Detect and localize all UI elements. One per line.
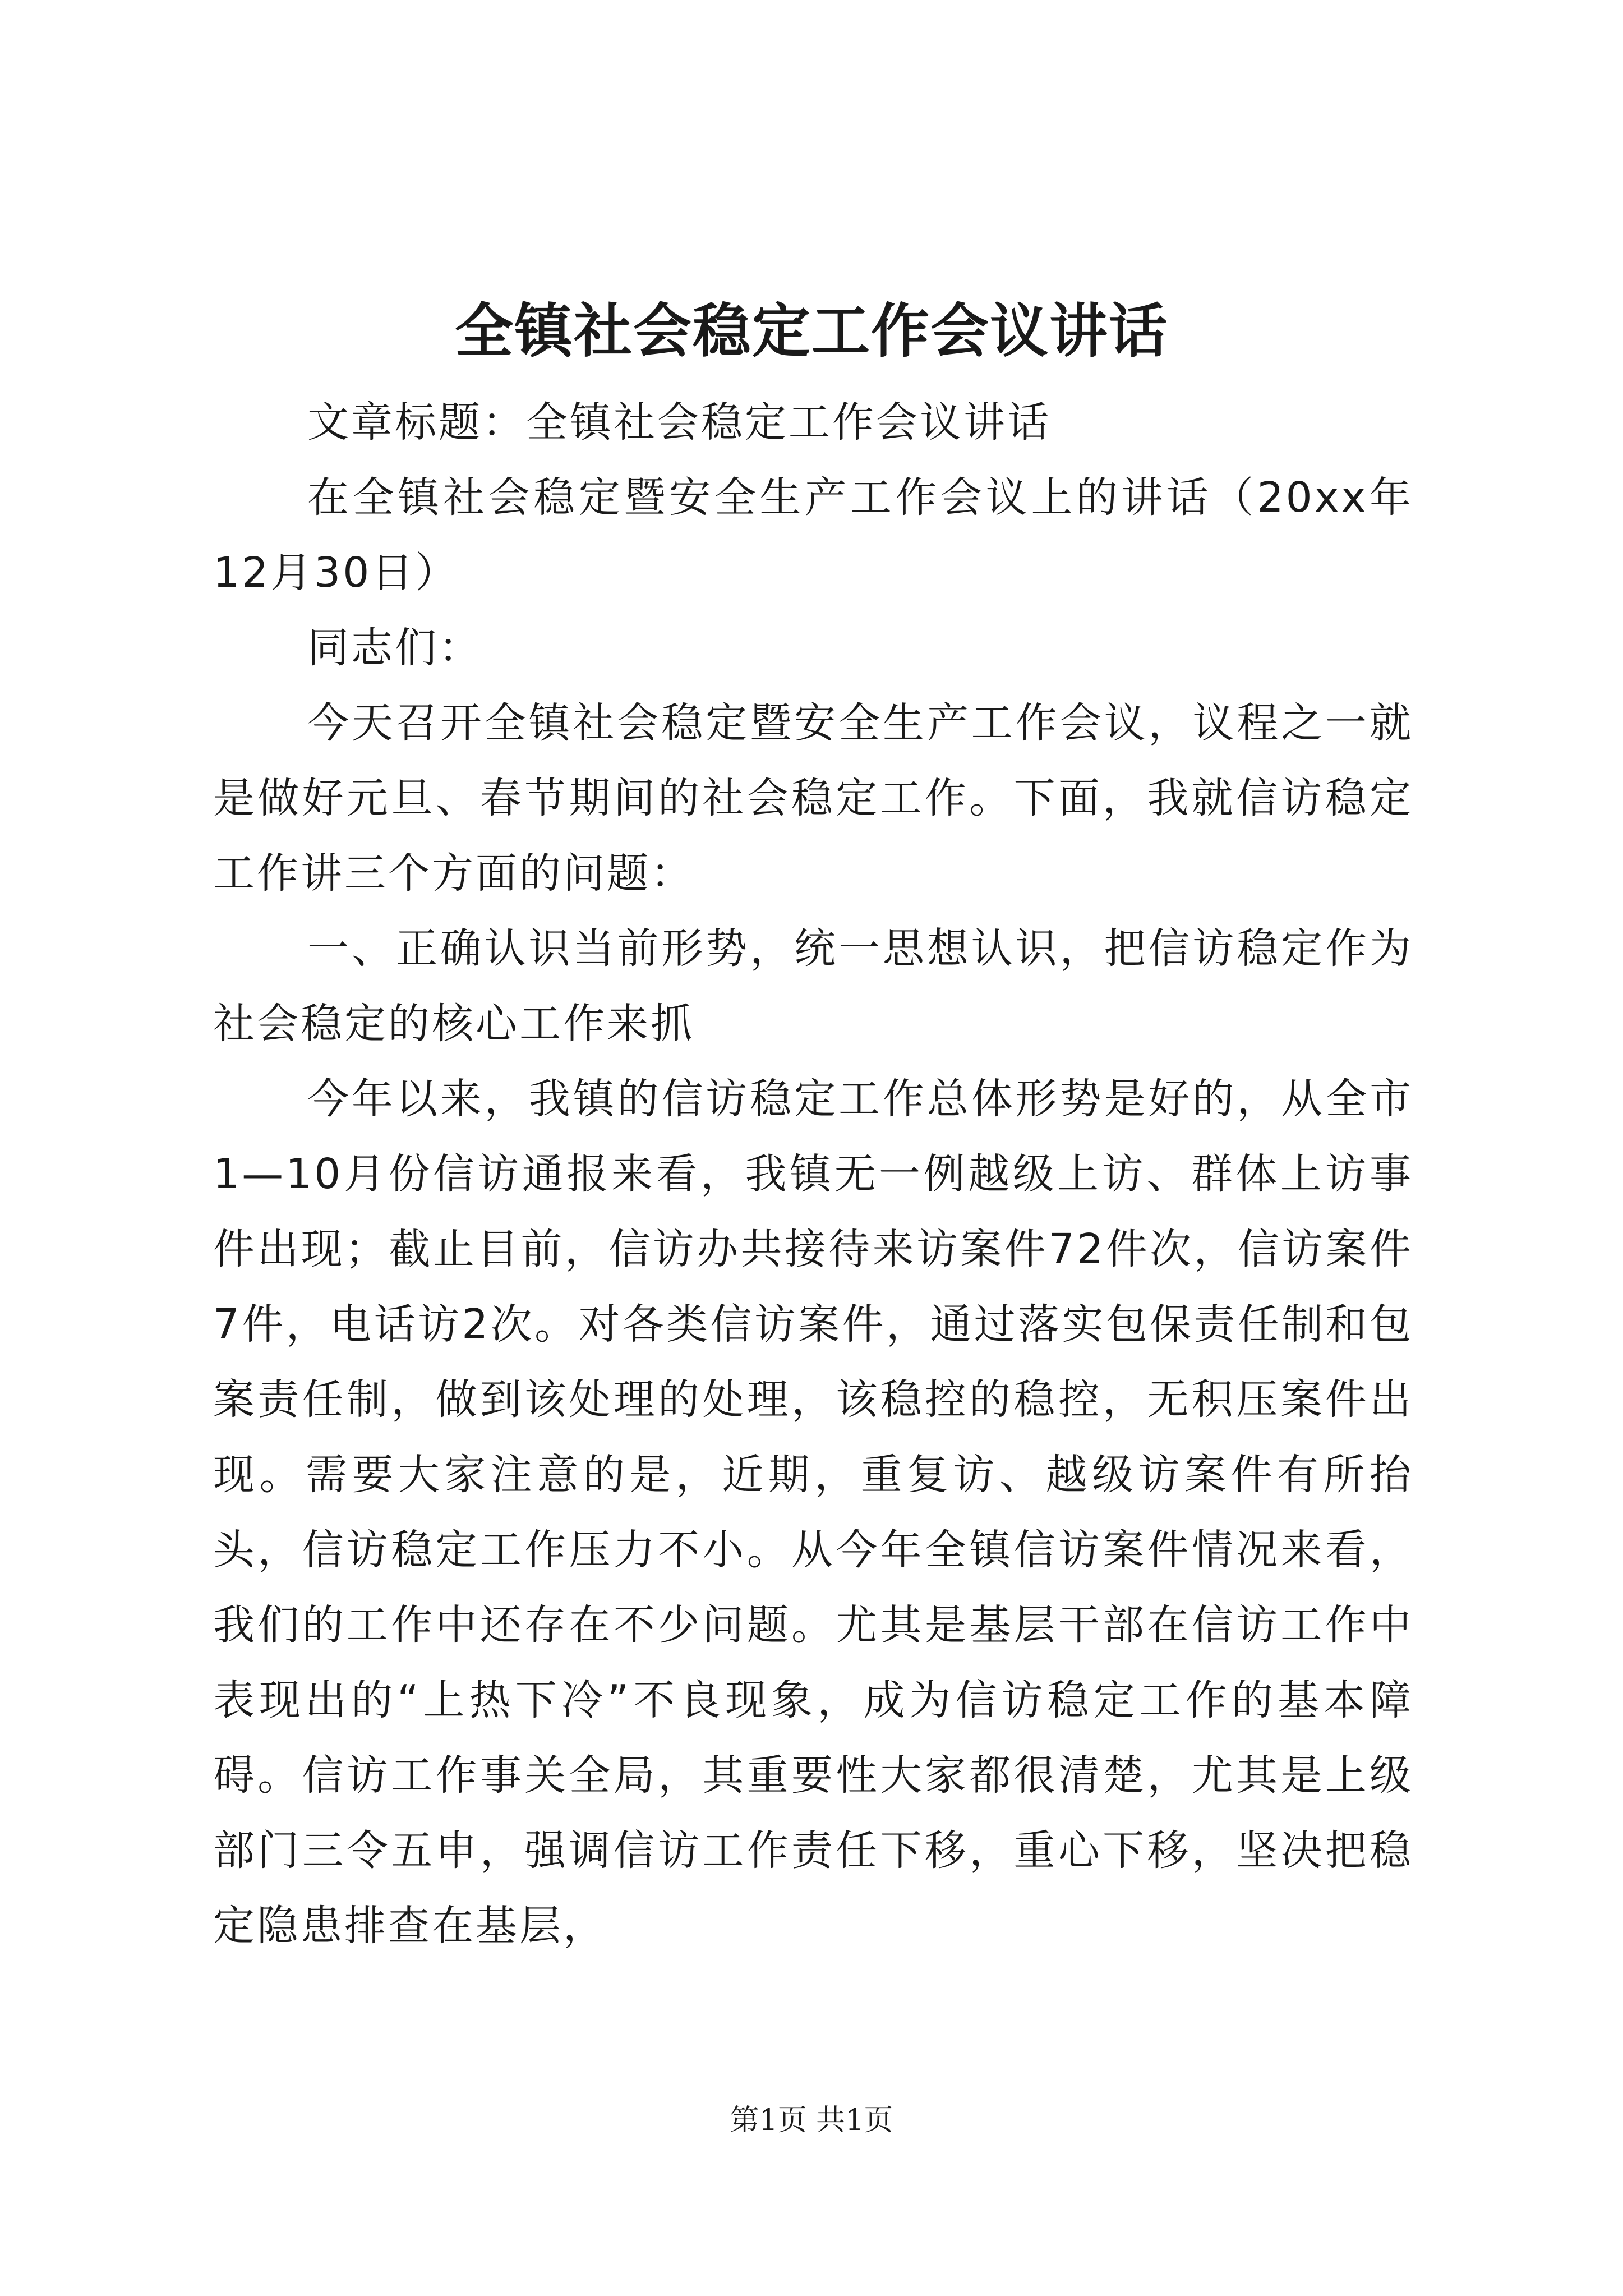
- intro-paragraph: 今天召开全镇社会稳定暨安全生产工作会议，议程之一就是做好元旦、春节期间的社会稳定工作。下面，我就信访稳定工作讲三个方面的问题：: [213, 699, 1413, 898]
- salutation: 同志们：: [307, 624, 482, 672]
- body-paragraph: 今年以来，我镇的信访稳定工作总体形势是好的，从全市1—10月份信访通报来看，我镇无一例越级上访、群体上访事件出现；截止目前，信访办共接待来访案件72件次，信访案件7件，电话访2次。对各类信访案件，通过落实包保责任制和包案责任制，做到该处理的处理，该稳控的稳控，无积压案件出现。需要大家注意的是，近期，重复访、越级访案件有所抬头，信访稳定工作压力不小。从今年全镇信访案件情况来看，我们的工作中还存在不少问题。尤其是基层干部在信访工作中表现出的“上热下冷”不良现象，成为信访稳定工作的基本障碍。信访工作事关全局，其重要性大家都很清楚，尤其是上级部门三令五申，强调信访工作责任下移，重心下移，坚决把稳定隐患排查在基层，: [213, 1075, 1413, 1950]
- speech-heading: 在全镇社会稳定暨安全生产工作会议上的讲话（20xx年12月30日）: [213, 473, 1413, 597]
- article-title-line: 文章标题：全镇社会稳定工作会议讲话: [307, 398, 1051, 447]
- page-footer: 第1页 共1页: [730, 2104, 893, 2137]
- document-body: [213, 385, 1413, 1963]
- section-heading-1: 一、正确认识当前形势，统一思想认识，把信访稳定作为社会稳定的核心工作来抓: [213, 924, 1413, 1048]
- document-title: 全镇社会稳定工作会议讲话: [454, 296, 1168, 365]
